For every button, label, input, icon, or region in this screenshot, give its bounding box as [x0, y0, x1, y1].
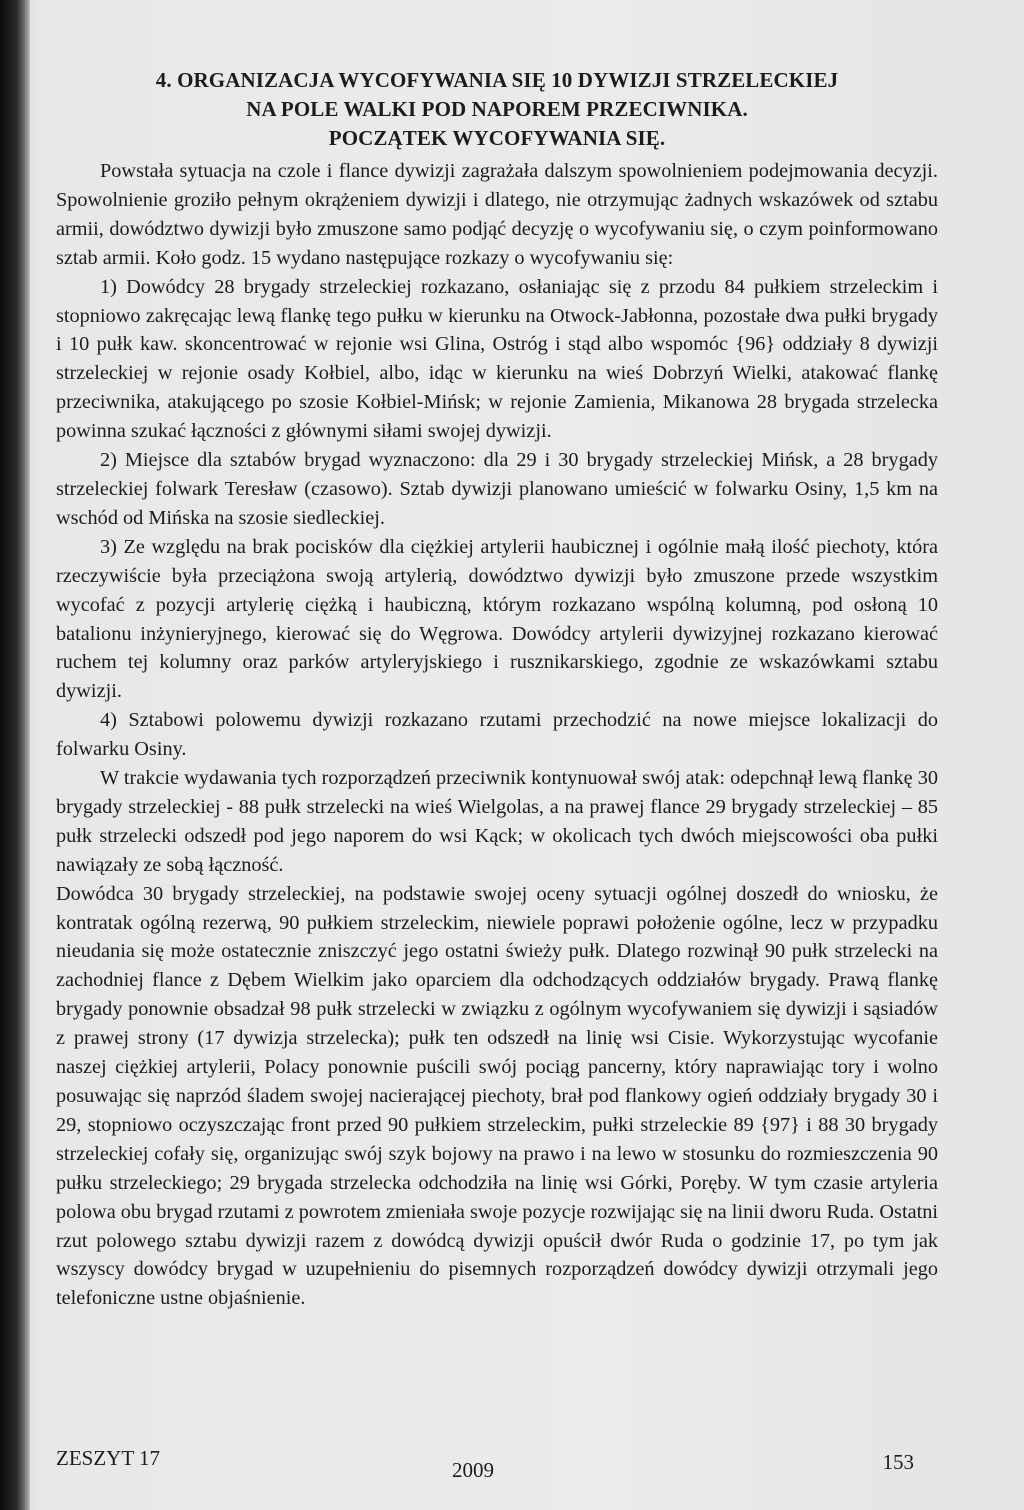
body-text	[56, 157, 938, 1313]
paragraph-order-2: 2) Miejsce dla sztabów brygad wyznaczono: dla 29 i 30 brygady strzeleckiej Mińsk, a 28 brygady strzeleckiej folwark Teresław (czasowo). Sztab dywizji planowano umieścić w folwarku Osiny, 1,5 km na wschód od Mińska na szosie siedleckiej.	[56, 449, 938, 529]
paragraph-intro: Powstała sytuacja na czole i flance dywizji zagrażała dalszym spowolnieniem podejmowania decyzji. Spowolnienie groziło pełnym okrążeniem dywizji i dlatego, nie otrzymując żadnych wskazówek od sztabu armii, dowództwo dywizji było zmuszone samo podjąć decyzję o wycofywaniu się, o czym poinformowano sztab armii. Koło godz. 15 wydano następujące rozkazy o wycofywaniu się:	[56, 160, 938, 269]
heading-line-1: 4. ORGANIZACJA WYCOFYWANIA SIĘ 10 DYWIZJI STRZELECKIEJ	[155, 68, 839, 92]
page-footer	[56, 1446, 938, 1486]
publication-year: 2009	[452, 1458, 494, 1482]
paragraph-enemy-attack: W trakcie wydawania tych rozporządzeń przeciwnik kontynuował swój atak: odepchnął lewą flankę 30 brygady strzeleckiej - 88 pułk strzelecki na wieś Wielgolas, a na prawej flance 29 brygady strzeleckiej – 85 pułk strzelecki odszedł pod jego naporem do wsi Kąck; w okolicach tych dwóch miejscowości oba pułki nawiązały ze sobą łączność.	[56, 767, 938, 876]
chapter-heading	[56, 66, 938, 153]
paragraph-brigade-commander: Dowódca 30 brygady strzeleckiej, na podstawie swojej oceny sytuacji ogólnej doszedł do wniosku, że kontratak ogólną rezerwą, 90 pułkiem strzeleckim, niewiele poprawi położenie ogólne, lecz w przypadku nieudania się może ostatecznie zniszczyć jego ostatni świeży pułk. Dlatego rozwinął 90 pułk strzelecki na zachodniej flance z Dębem Wielkim jako oparciem dla odchodzących oddziałów brygady. Prawą flankę brygady ponownie obsadzał 98 pułk strzelecki w związku z ogólnym wycofywaniem się dywizji i sąsiadów z prawej strony (17 dywizja strzelecka); pułk ten odszedł na linię wsi Cisie. Wykorzystując wycofanie naszej ciężkiej artylerii, Polacy ponownie puścili swój pociąg pancerny, który naprawiając tory i wolno posuwając się naprzód śladem swojej nacierającej piechoty, brał pod flankowy ogień oddziały brygady 30 i 29, stopniowo oczyszczając front przed 90 pułkiem strzeleckim, pułki strzeleckie 89 {97} i 88 30 brygady strzeleckiej cofały się, organizując swój szyk bojowy na prawo i na lewo w stosunku do rozmieszczenia 90 pułku strzeleckiego; 29 brygada strzelecka odchodziła na linię wsi Górki, Poręby. W tym czasie artyleria polowa obu brygad rzutami z powrotem zmieniała swoje pozycje rozwijając się na linii dworu Ruda. Ostatni rzut polowego sztabu dywizji razem z dowódcą dywizji opuścił dwór Ruda o godzinie 17, po tym jak wszyscy dowódcy brygad w uzupełnieniu do pisemnych rozporządzeń dowódcy dywizji otrzymali jego telefoniczne ustne objaśnienie.	[56, 882, 938, 1310]
page-number: 153	[882, 1450, 914, 1474]
paragraph-order-3: 3) Ze względu na brak pocisków dla ciężkiej artylerii haubicznej i ogólnie małą ilość piechoty, która rzeczywiście była przeciążona swoją artylerią, dowództwo dywizji było zmuszone przede wszystkim wycofać z pozycji artylerię ciężką i haubiczną, którym rozkazano wspólną kolumną, pod osłoną 10 batalionu inżynieryjnego, kierować się do Węgrowa. Dowódcy artylerii dywizyjnej rozkazano kierować ruchem tej kolumny oraz parków artyleryjskiego i rusznikarskiego, zgodnie ze wskazówkami sztabu dywizji.	[56, 535, 938, 703]
journal-issue: ZESZYT 17	[56, 1446, 161, 1470]
paragraph-order-4: 4) Sztabowi polowemu dywizji rozkazano rzutami przechodzić na nowe miejsce lokalizacji do folwarku Osiny.	[56, 709, 938, 761]
heading-line-2: NA POLE WALKI POD NAPOREM PRZECIWNIKA.	[246, 97, 748, 121]
book-spine-shadow	[0, 0, 30, 1510]
document-page	[56, 66, 938, 1486]
paragraph-order-1: 1) Dowódcy 28 brygady strzeleckiej rozkazano, osłaniając się z przodu 84 pułkiem strzeleckim i stopniowo zakręcając lewą flankę tego pułku w kierunku na Otwock-Jabłonna, pozostałe dwa pułki brygady i 10 pułk kaw. skoncentrować w rejonie wsi Glina, Ostróg i stąd albo wspomóc {96} oddziały 8 dywizji strzeleckiej w rejonie osady Kołbiel, albo, idąc w kierunku na wieś Dobrzyń Wielki, atakować flankę przeciwnika, atakującego po szosie Kołbiel-Mińsk; w rejonie Zamienia, Mikanowa 28 brygada strzelecka powinna szukać łączności z głównymi siłami swojej dywizji.	[56, 275, 938, 443]
heading-line-3: POCZĄTEK WYCOFYWANIA SIĘ.	[328, 126, 666, 150]
